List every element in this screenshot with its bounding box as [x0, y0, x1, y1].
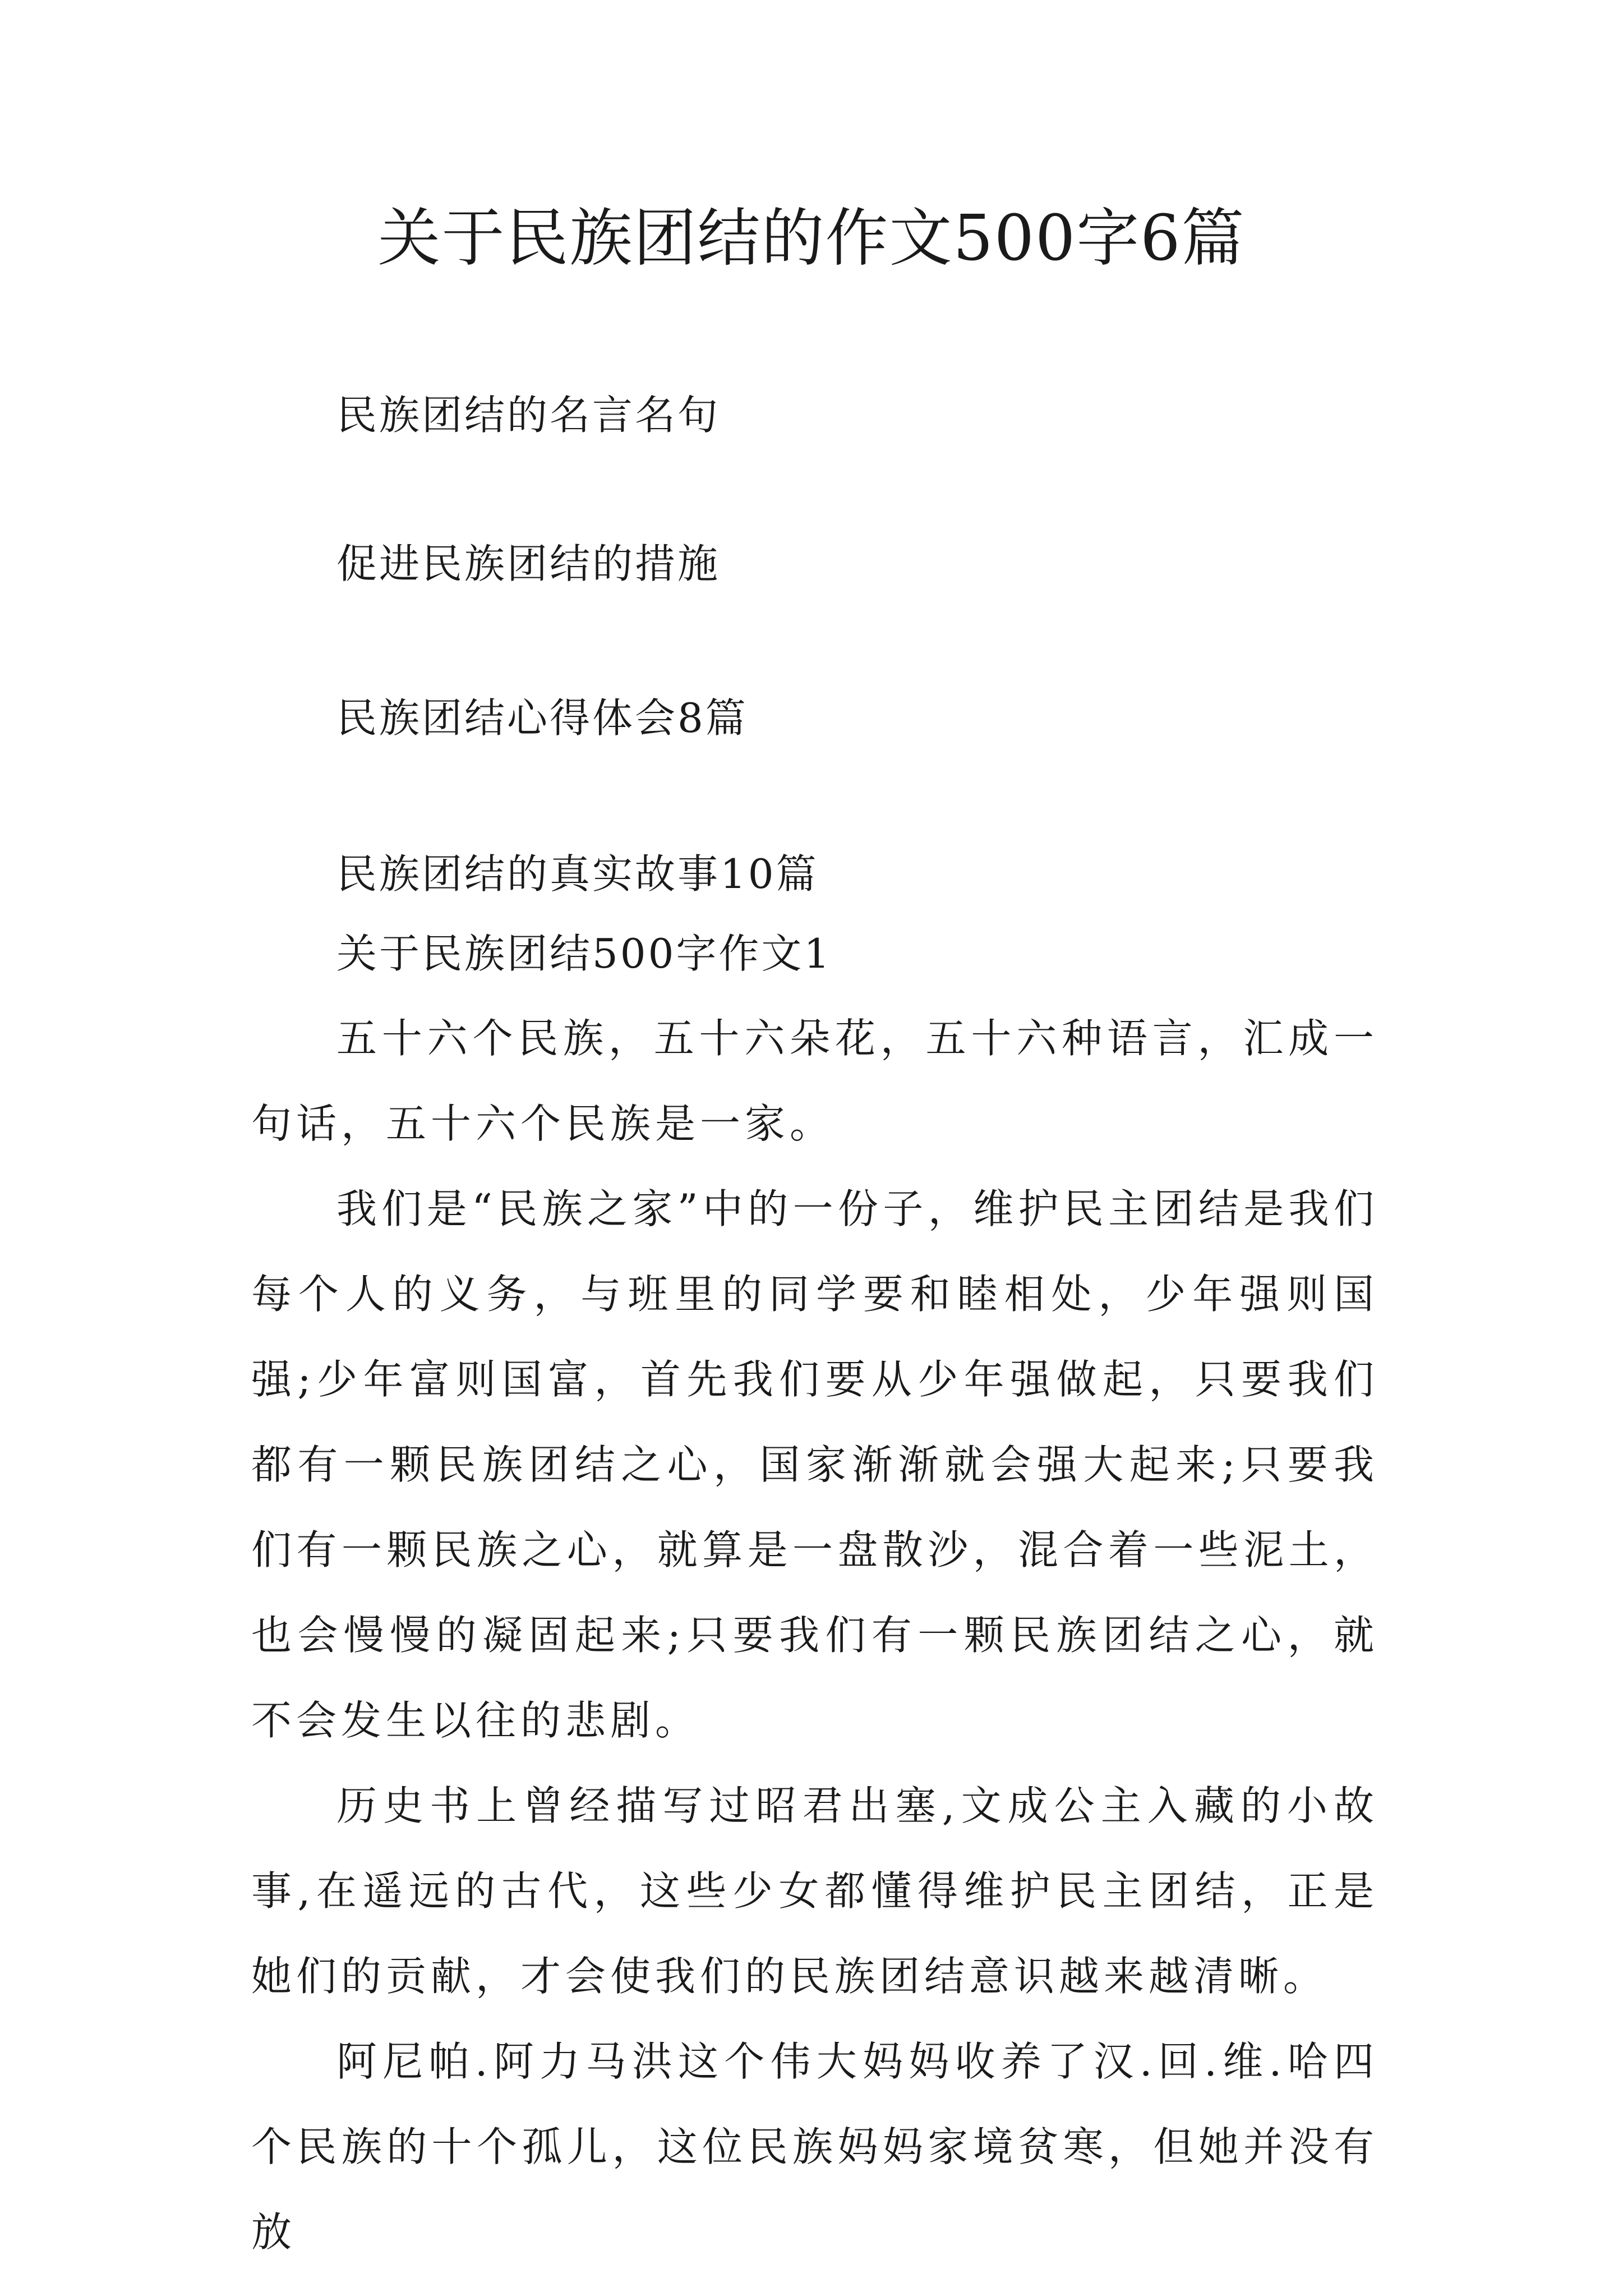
paragraph-2: 我们是“民族之家”中的一份子，维护民主团结是我们每个人的义务，与班里的同学要和睦相处，少年强则国强;少年富则国富，首先我们要从少年强做起，只要我们都有一颗民族团结之心，国家渐渐就会强大起来;只要我们有一颗民族之心，就算是一盘散沙，混合着一些泥土，也会慢慢的凝固起来;只要我们有一颗民族团结之心，就不会发生以往的悲剧。: [251, 1185, 1378, 1744]
document-title: 关于民族团结的作文500字6篇: [377, 202, 1246, 275]
section-heading: 关于民族团结500字作文1: [336, 930, 832, 977]
related-link-3[interactable]: 民族团结心得体会8篇: [336, 694, 748, 742]
paragraph-1: 五十六个民族，五十六朵花，五十六种语言，汇成一句话，五十六个民族是一家。: [251, 1015, 1378, 1147]
paragraph-3: 历史书上曾经描写过昭君出塞,文成公主入藏的小故事,在遥远的古代，这些少女都懂得维护民主团结，正是她们的贡献，才会使我们的民族团结意识越来越清晰。: [251, 1782, 1378, 2000]
paragraph-4: 阿尼帕.阿力马洪这个伟大妈妈收养了汉.回.维.哈四个民族的十个孤儿，这位民族妈妈家境贫寒，但她并没有放: [251, 2038, 1378, 2256]
related-link-2[interactable]: 促进民族团结的措施: [336, 540, 721, 587]
related-link-1[interactable]: 民族团结的名言名句: [336, 392, 721, 439]
related-link-4[interactable]: 民族团结的真实故事10篇: [336, 850, 819, 898]
